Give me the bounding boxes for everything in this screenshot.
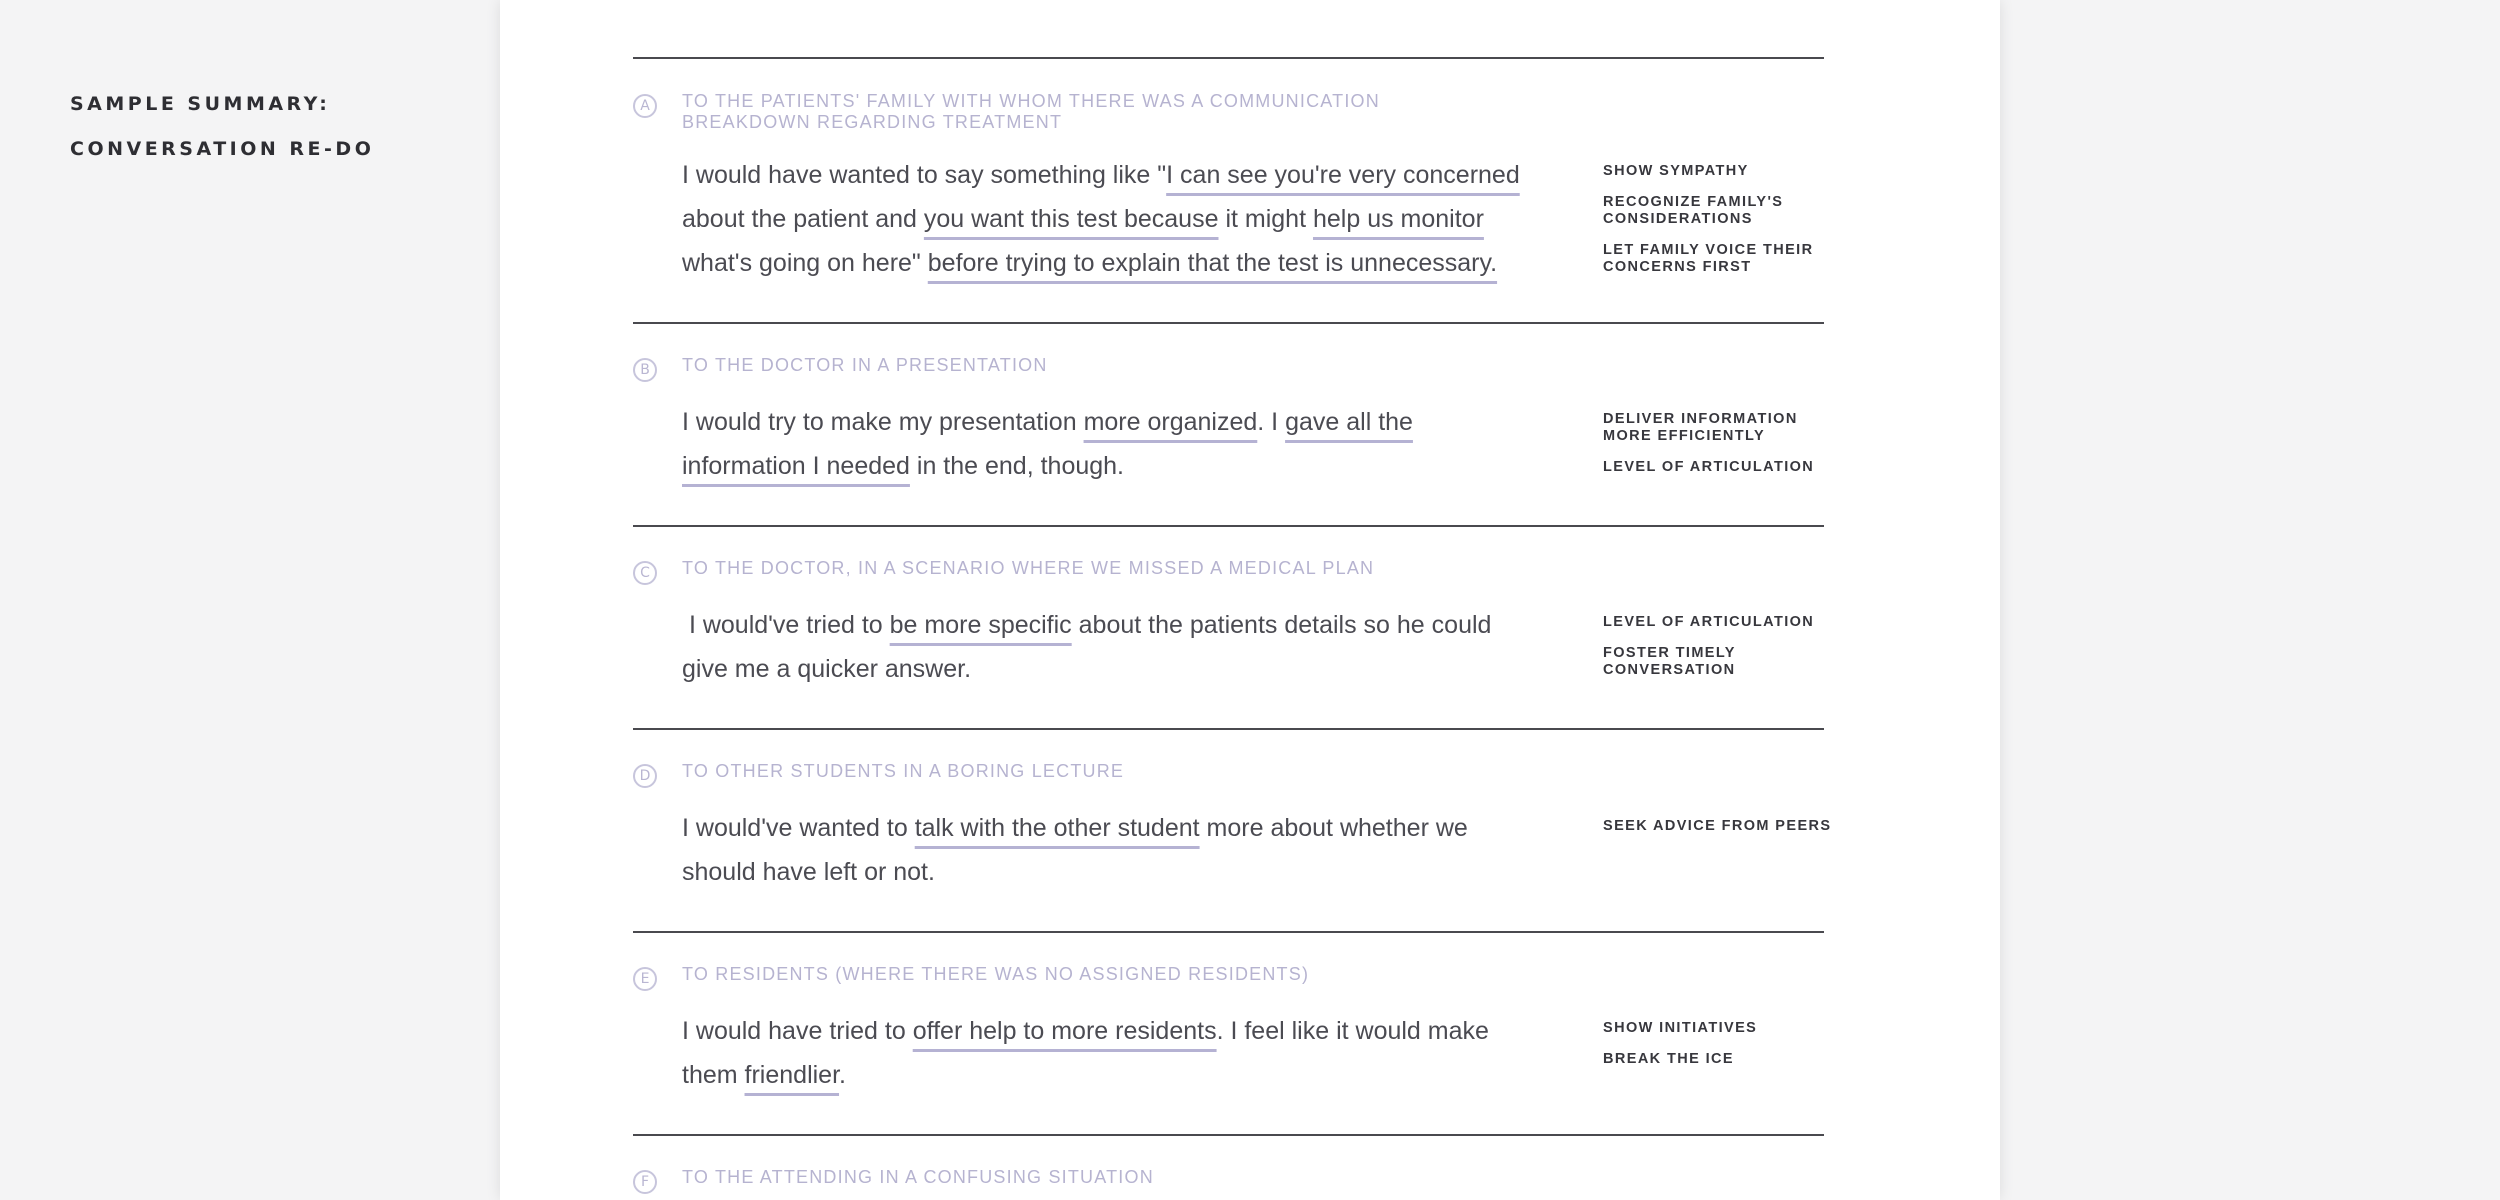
section-tags	[1603, 163, 1833, 290]
section-badge: C	[633, 561, 657, 585]
section-tags	[1603, 411, 1833, 490]
section-body	[682, 153, 1520, 285]
skill-tag: LEVEL OF ARTICULATION	[1603, 459, 1815, 475]
highlighted-phrase: talk with the other student	[914, 814, 1200, 842]
highlighted-phrase: friendlier	[744, 1061, 840, 1089]
body-line	[682, 197, 1512, 241]
skill-tag: SHOW INITIATIVES	[1603, 1020, 1758, 1036]
body-text-segment: give me a quicker answer.	[682, 655, 972, 683]
section-badge: F	[633, 1170, 657, 1194]
highlighted-phrase: be more specific	[889, 611, 1072, 639]
section-body	[682, 1009, 1512, 1097]
body-line	[682, 850, 1512, 894]
section-badge: A	[633, 94, 657, 118]
summary-title	[70, 82, 374, 172]
body-text-segment: it might	[1218, 205, 1313, 233]
section-body	[682, 806, 1512, 894]
skill-tag: SHOW SYMPATHY	[1603, 163, 1749, 179]
body-line	[682, 241, 1512, 285]
section-tags	[1603, 818, 1833, 849]
skill-tag: FOSTER TIMELY CONVERSATION	[1603, 645, 1736, 678]
summary-title-line-2: CONVERSATION RE-DO	[70, 138, 375, 160]
body-text-segment: about the patients details so he could	[1071, 611, 1492, 639]
body-line	[682, 400, 1512, 444]
section-heading: TO THE ATTENDING IN A CONFUSING SITUATION	[682, 1167, 1154, 1187]
body-text-segment: I would've tried to	[682, 611, 890, 639]
section-tags	[1603, 1020, 1833, 1082]
body-text-segment: I would try to make my presentation	[682, 408, 1084, 436]
body-line	[682, 444, 1512, 488]
skill-tag: LET FAMILY VOICE THEIR CONCERNS FIRST	[1603, 242, 1814, 275]
section-tags	[1603, 614, 1833, 693]
skill-tag: RECOGNIZE FAMILY'S CONSIDERATIONS	[1603, 194, 1784, 227]
summary-title-line-1: SAMPLE SUMMARY:	[70, 93, 331, 115]
section-divider	[633, 525, 1824, 527]
body-line	[682, 1053, 1512, 1097]
highlighted-phrase: gave all the	[1285, 408, 1413, 436]
skill-tag: BREAK THE ICE	[1603, 1051, 1734, 1067]
body-line	[682, 153, 1520, 197]
body-text-segment: more about whether we	[1199, 814, 1468, 842]
body-text-segment: . I	[1257, 408, 1286, 436]
highlighted-phrase: you want this test because	[923, 205, 1219, 233]
skill-tag: LEVEL OF ARTICULATION	[1603, 614, 1815, 630]
highlighted-phrase: I can see you're very concerned	[1166, 161, 1520, 189]
section-heading: TO THE DOCTOR IN A PRESENTATION	[682, 355, 1048, 375]
section-heading: TO THE DOCTOR, IN A SCENARIO WHERE WE MISSED A MEDICAL PLAN	[682, 558, 1375, 578]
section-badge: B	[633, 358, 657, 382]
section-heading: TO RESIDENTS (WHERE THERE WAS NO ASSIGNED RESIDENTS)	[682, 964, 1310, 984]
highlighted-phrase: more organized	[1083, 408, 1258, 436]
body-text-segment: I would've wanted to	[682, 814, 915, 842]
section-body	[682, 603, 1512, 691]
body-text-segment: .	[839, 1061, 846, 1089]
body-text-segment: what's going on here"	[682, 249, 928, 277]
body-text-segment: . I feel like it would make	[1216, 1017, 1489, 1045]
section-divider	[633, 728, 1824, 730]
highlighted-phrase: help us monitor	[1312, 205, 1484, 233]
body-text-segment: them	[682, 1061, 745, 1089]
skill-tag: DELIVER INFORMATION MORE EFFICIENTLY	[1603, 411, 1798, 444]
section-badge: E	[633, 967, 657, 991]
highlighted-phrase: information I needed	[682, 452, 910, 480]
highlighted-phrase: offer help to more residents	[912, 1017, 1217, 1045]
skill-tag: SEEK ADVICE FROM PEERS	[1603, 818, 1832, 834]
section-divider	[633, 931, 1824, 933]
body-text-segment: should have left or not.	[682, 858, 935, 886]
body-line	[682, 806, 1512, 850]
body-text-segment: about the patient and	[682, 205, 924, 233]
section-heading: TO THE PATIENTS' FAMILY WITH WHOM THERE WAS A COMMUNICATION BREAKDOWN REGARDING TREATMENT	[682, 91, 1380, 132]
body-line	[682, 647, 1512, 691]
body-text-segment: in the end, though.	[909, 452, 1124, 480]
body-line	[682, 603, 1512, 647]
body-text-segment: I would have tried to	[682, 1017, 913, 1045]
section-divider	[633, 322, 1824, 324]
section-badge: D	[633, 764, 657, 788]
highlighted-phrase: before trying to explain that the test is unnecessary.	[927, 249, 1498, 277]
section-divider	[633, 1134, 1824, 1136]
section-divider	[633, 57, 1824, 59]
section-heading: TO OTHER STUDENTS IN A BORING LECTURE	[682, 761, 1125, 781]
section-body	[682, 400, 1512, 488]
body-text-segment: I would have wanted to say something like "	[682, 161, 1167, 189]
body-line	[682, 1009, 1512, 1053]
